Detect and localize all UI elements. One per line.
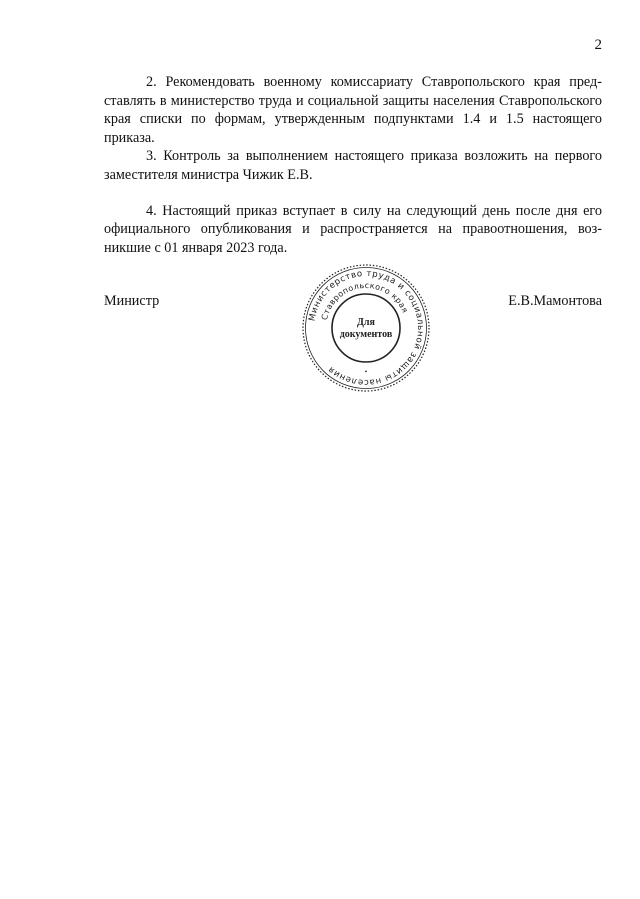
seal-center-text-2: документов: [339, 329, 393, 340]
seal-graphic: [300, 262, 432, 394]
signatory-name: Е.В.Мамонтова: [508, 293, 602, 309]
official-seal: [300, 262, 432, 394]
seal-inner-ring: [332, 294, 400, 362]
paragraph-2: 2. Рекомендовать военному комиссариату Ставропольского края представлять в министерство труда и социальной защиты населения Ставропольского края списки по формам, утвержденным подпунктами 1.4 и 1.5 настоящего приказа.: [104, 74, 602, 146]
paragraph-4: 4. Настоящий приказ вступает в силу на следующий день после дня его официального опубликования и распространяется на правоотношения, возникшие с 01 января 2023 года.: [104, 202, 602, 256]
page-number: 2: [594, 37, 602, 53]
seal-inner-text: Ставропольского края: [319, 280, 410, 322]
seal-center-text-1: Для: [357, 317, 375, 328]
seal-star-mark: •: [364, 368, 368, 376]
document-body: [104, 73, 602, 257]
seal-outer-text: Министерство труда и социальной защиты населения: [307, 268, 426, 388]
signatory-title: Министр: [104, 293, 160, 309]
paragraph-3: 3. Контроль за выполнением настоящего приказа возложить на первого заместителя министра Чижик Е.В.: [104, 148, 602, 183]
